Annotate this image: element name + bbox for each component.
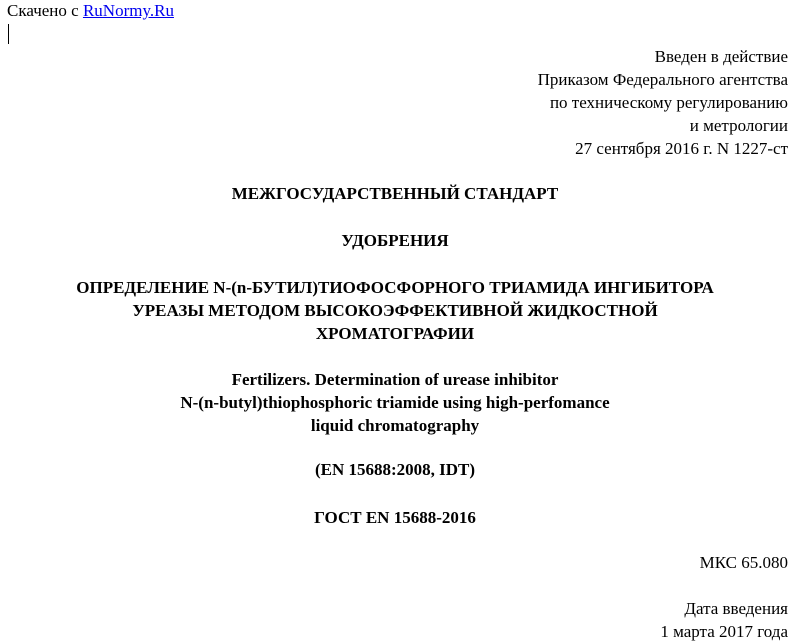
- title-en-line: liquid chromatography: [310, 416, 480, 435]
- approval-line: Приказом Федерального агентства: [537, 70, 788, 89]
- source-prefix: Скачено с: [7, 1, 79, 20]
- title-russian: [0, 276, 790, 345]
- title-ru-line: ОПРЕДЕЛЕНИЕ N-(n-БУТИЛ)ТИОФОСФОРНОГО ТРИАМИДА ИНГИБИТОРА: [76, 278, 714, 297]
- source-link[interactable]: RuNormy.Ru: [82, 1, 174, 20]
- introduction-block: [660, 597, 788, 643]
- title-ru-line: УРЕАЗЫ МЕТОДОМ ВЫСОКОЭФФЕКТИВНОЙ ЖИДКОСТНОЙ: [132, 301, 658, 320]
- title-en-line: N-(n-butyl)thiophosphoric triamide using high-perfomance: [180, 393, 610, 412]
- title-en-line: Fertilizers. Determination of urease inhibitor: [231, 370, 559, 389]
- introduction-date: 1 марта 2017 года: [660, 622, 788, 641]
- standard-type: МЕЖГОСУДАРСТВЕННЫЙ СТАНДАРТ: [231, 184, 559, 203]
- source-note: [7, 1, 174, 21]
- approval-line: и метрологии: [689, 116, 788, 135]
- approval-line: Введен в действие: [654, 47, 788, 66]
- subject-heading: УДОБРЕНИЯ: [341, 231, 449, 250]
- introduction-label: Дата введения: [684, 599, 788, 618]
- approval-line: 27 сентября 2016 г. N 1227-ст: [575, 139, 788, 158]
- approval-block: [538, 45, 788, 160]
- text-cursor: [8, 24, 9, 44]
- approval-line: по техническому регулированию: [549, 93, 788, 112]
- mks-code: МКС 65.080: [699, 553, 788, 572]
- equivalence-note: (EN 15688:2008, IDT): [314, 460, 476, 479]
- standard-designation: ГОСТ EN 15688-2016: [314, 508, 476, 527]
- title-ru-line: ХРОМАТОГРАФИИ: [315, 324, 475, 343]
- title-english: [0, 368, 790, 437]
